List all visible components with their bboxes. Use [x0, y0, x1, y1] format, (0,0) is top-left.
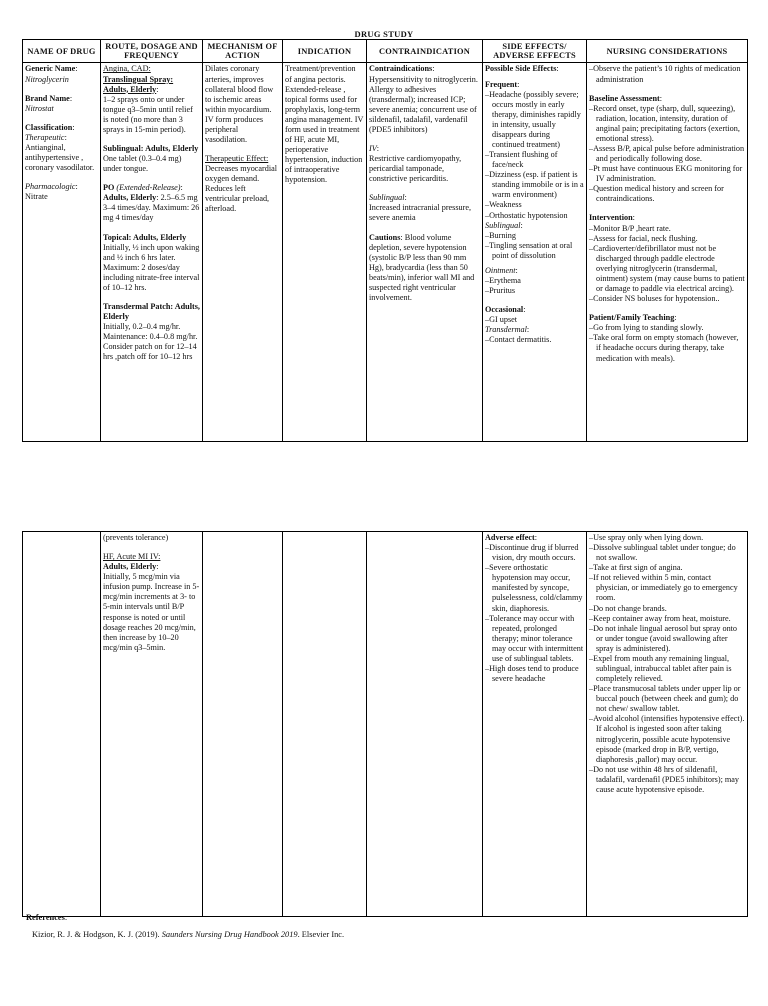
drug-study-table-continued [22, 531, 748, 917]
list-item: – Tolerance may occur with repeated, prolonged therapy; minor tolerance may occur with intermittent use of sublingual tablets. [485, 614, 584, 664]
list-item: – Place transmucosal tablets under upper lip or buccal pouch (between cheek and gum); do not chew/ swallow tablet. [589, 684, 745, 714]
side-effects-cell-cont: Adverse effect: – Discontinue drug if blurred vision, dry mouth occurs. – Severe orthostatic hypotension may occur, manifested by syncope, pulselessness, cold/clammy skin, diaphoresis. – Tolerance may occur with repeated, prolonged therapy; minor tolerance may occur with intermittent use of sublingual tablets. – High doses tend to produce severe headache [483, 532, 587, 917]
list-item: – Avoid alcohol (intensifies hypotensive effect). If alcohol is ingested soon after taking nitroglycerin, possible acute hypotensive episode (marked drop in B/P, vertigo, diaphoresis ,pallor) may occur. [589, 714, 745, 764]
pharmacologic-class: Nitrate [25, 192, 48, 202]
indication-cell [283, 63, 367, 442]
list-item: – Orthostatic hypotension [485, 211, 584, 221]
teaching-list [589, 323, 745, 363]
indication-cell-cont [283, 532, 367, 917]
topical-title: Topical: Adults, Elderly [103, 232, 187, 242]
route-intro: Angina, CAD: [103, 64, 151, 74]
adverse-list [485, 543, 584, 684]
cautions-text: Blood volume depletion, severe hypotension (systolic B/P less than 90 mm Hg), bradycardia (less than 50 beats/min), inferior wall MI and suspected right ventricular involvement. [369, 232, 475, 303]
sublingual-dosage: One tablet (0.3–0.4 mg) under tongue. [103, 154, 182, 174]
sublingual-list [485, 231, 584, 261]
topical-dosage: Initially, ½ inch upon waking and ½ inch 6 hrs later. Maximum: 2 doses/day including nitrate-free interval of 10–12 hrs. [103, 242, 200, 292]
sublingual-contra-text: Increased intracranial pressure, severe anemia [369, 203, 472, 223]
list-item: – Question medical history and screen for contraindications. [589, 184, 745, 204]
list-item: – Pruritus [485, 286, 584, 296]
generic-label: Generic Name [25, 64, 76, 74]
references-label: References [26, 913, 65, 922]
list-item: – Record onset, type (sharp, dull, squeezing), radiation, location, intensity, duration of anginal pain; precipitating factors (exertion, emotional stress). [589, 104, 745, 144]
occasional-list [485, 315, 584, 325]
tolerance-note: (prevents tolerance) [103, 533, 169, 542]
route-cell: Angina, CAD: Translingual Spray: Adults, Elderly: 1–2 sprays onto or under tongue q3–5min until relief is noted (no more than 3 sprays in 15-min period). Sublingual: Adults, Elderly One tablet (0.3–0.4 mg) under tongue. PO (Extended-Release): Adults, Elderly: 2.5–6.5 mg 3–4 times/day. Maximum: 26 mg 4 times/day Topical: Adults, Elderly Initially, ½ inch upon waking and ½ inch 6 hrs later. Maximum: 2 doses/day including nitrate-free interval of 10–12 hrs. Transdermal Patch: Adults, Elderly Initially, 0.2–0.4 mg/hr. Maintenance: 0.4–0.8 mg/hr. Consider patch on for 12–14 hrs ,patch off for 10–12 hrs [101, 63, 203, 442]
adverse-effect-label: Adverse effect [485, 533, 535, 542]
iv-adults-label: Adults, Elderly [103, 562, 157, 572]
po-dosage: 2.5–6.5 mg 3–4 times/day. Maximum: 26 mg 4 times/day [103, 193, 200, 223]
list-item: – Do not change brands. [589, 604, 745, 614]
list-item: – Dizziness (esp. if patient is standing immobile or is in a warm environment) [485, 170, 584, 200]
drug-study-table [22, 39, 748, 442]
list-item: – Severe orthostatic hypotension may occur, manifested by syncope, pulselessness, cold/clammy skin, diaphoresis. [485, 563, 584, 613]
brand-label: Brand Name [25, 93, 70, 103]
header-nursing: NURSING CONSIDERATIONS [587, 40, 748, 63]
header-name: NAME OF DRUG [23, 40, 101, 63]
header-row [23, 40, 748, 63]
patch-title: Transdermal Patch: Adults, Elderly [103, 302, 200, 322]
list-item: – Use spray only when lying down. [589, 533, 745, 543]
list-item: – Observe the patient’s 10 rights of medication administration [589, 64, 745, 84]
list-item: – Headache (possibly severe; occurs mostly in early therapy, diminishes rapidly in intensity, usually disappears during continued treatment) [485, 90, 584, 150]
rights-list [589, 64, 745, 84]
reference-publisher: . Elsevier Inc. [297, 930, 345, 940]
list-item: – Take at first sign of angina. [589, 563, 745, 573]
iv-route-title: HF, Acute MI IV: [103, 552, 161, 562]
occasional-label: Occasional [485, 305, 524, 315]
frequent-label: Frequent [485, 79, 518, 89]
po-adults-label: Adults, Elderly [103, 193, 157, 203]
header-side-effects: SIDE EFFECTS/ ADVERSE EFFECTS [483, 40, 587, 63]
list-item: – Take oral form on empty stomach (however, if headache occurs during therapy, take medication with meals). [589, 333, 745, 363]
teaching-label: Patient/Family Teaching [589, 313, 675, 323]
list-item: – High doses tend to produce severe headache [485, 664, 584, 684]
list-item: – Erythema [485, 276, 584, 286]
header-route: ROUTE, DOSAGE AND FREQUENCY [101, 40, 203, 63]
header-indication: INDICATION [283, 40, 367, 63]
possible-side-effects-label: Possible Side Effects [485, 64, 557, 74]
contraindications-label: Contraindications [369, 64, 433, 74]
list-item: – Burning [485, 231, 584, 241]
pharmacologic-label: Pharmacologic [25, 182, 76, 192]
translingual-dosage: 1–2 sprays onto or under tongue q3–5min until relief is noted (no more than 3 sprays in 15-min period). [103, 94, 193, 134]
mechanism-cell [203, 63, 283, 442]
list-item: – Dissolve sublingual tablet under tongue; do not swallow. [589, 543, 745, 563]
list-item: – Cardioverter/defibrillator must not be discharged through paddle electrode overlying nitroglycerin (transdermal, ointment) system (may cause burns to patient or damage to paddle via electrical arcing). [589, 244, 745, 294]
therapeutic-effect-text: Decreases myocardial oxygen demand. Reduces left ventricular preload, afterload. [205, 164, 278, 214]
adults-elderly-label: Adults, Elderly [103, 84, 157, 94]
references-section: References: Kizior, R. J. & Hodgson, K. J. (2019). Saunders Nursing Drug Handbook 2019. Elsevier Inc. [26, 913, 345, 940]
iv-contra-text: Restrictive cardiomyopathy, pericardial tamponade, constrictive pericarditis. [369, 154, 462, 184]
list-item: – If not relieved within 5 min, contact physician, or immediately go to emergency room. [589, 573, 745, 603]
therapeutic-label: Therapeutic [25, 132, 65, 142]
list-item: – Discontinue drug if blurred vision, dry mouth occurs. [485, 543, 584, 563]
list-item: – Transient flushing of face/neck [485, 150, 584, 170]
list-item: – Assess B/P, apical pulse before administration and periodically following dose. [589, 144, 745, 164]
list-item: – Weakness [485, 200, 584, 210]
reference-citation [26, 930, 344, 940]
drug-name-cell: Generic Name: Nitroglycerin Brand Name: Nitrostat Classification: Therapeutic: Antianginal, antihypertensive , coronary vasodilator. Pharmacologic: Nitrate [23, 63, 101, 442]
list-item: – Monitor B/P ,heart rate. [589, 224, 745, 234]
sublingual-contra-label: Sublingual [369, 193, 405, 203]
list-item: – Go from lying to standing slowly. [589, 323, 745, 333]
document-title: DRUG STUDY [354, 29, 414, 39]
teaching-cont-list [589, 533, 745, 795]
classification-label: Classification [25, 122, 73, 132]
list-item: – Do not inhale lingual aerosol but spray onto or under tongue (avoid swallowing after spray is administered). [589, 624, 745, 654]
reference-book: Saunders Nursing Drug Handbook 2019 [161, 930, 298, 940]
frequent-list [485, 90, 584, 221]
baseline-list [589, 104, 745, 205]
intervention-list [589, 224, 745, 305]
generic-name: Nitroglycerin [25, 74, 69, 84]
nursing-cell: – Observe the patient’s 10 rights of medication administration Baseline Assessment: – Record onset, type (sharp, dull, squeezing), radiation, location, intensity, duration of anginal pain; precipitating factors (exertion, emotional stress). – Assess B/P, apical pulse before administration and periodically following dose. – Pt must have continuous EKG monitoring for IV administration. – Question medical history and screen for contraindications. Intervention: – Monitor B/P ,heart rate. – Assess for facial, neck flushing. – Cardioverter/defibrillator must not be discharged through paddle electrode overlying nitroglycerin (transdermal, ointment) system (may cause burns to patient or damage to paddle via electrical arcing). – Consider NS boluses for hypotension.. Patient/Family Teaching: – Go from lying to standing slowly. – Take oral form on empty stomach (however, if headache occurs during therapy, take medication with meals). [587, 63, 748, 442]
se-sublingual-label: Sublingual [485, 220, 521, 230]
iv-dosage: Initially, 5 mcg/min via infusion pump. Increase in 5-mcg/min increments at 3- to 5-min intervals until B/P response is noted or until dosage reaches 20 mcg/min, then increase by 10–20 mcg/min q3–5min. [103, 572, 200, 652]
table-row [23, 63, 748, 442]
transdermal-list [485, 335, 584, 345]
brand-name: Nitrostat [25, 103, 54, 113]
header-contraindication: CONTRAINDICATION [367, 40, 483, 63]
translingual-title: Translingual Spray: [103, 74, 174, 84]
list-item: – Tingling sensation at oral point of dissolution [485, 241, 584, 261]
intervention-label: Intervention [589, 213, 633, 223]
iv-label: IV [369, 144, 377, 154]
reference-authors: Kizior, R. J. & Hodgson, K. J. (2019). [32, 930, 160, 940]
list-item: – Consider NS boluses for hypotension.. [589, 294, 745, 304]
contraindications-text: Hypersensitivity to nitroglycerin. Allergy to adhesives (transdermal); increased ICP; severe anemia; concurrent use of sildenafil, tadalafil, vardenafil (PDE5 inhibitors) [369, 74, 478, 134]
side-effects-cell: Possible Side Effects: Frequent: – Headache (possibly severe; occurs mostly in early therapy, diminishes rapidly in intensity, usually disappears during continued treatment) – Transient flushing of face/neck – Dizziness (esp. if patient is standing immobile or is in a warm environment) – Weakness – Orthostatic hypotension Sublingual: – Burning – Tingling sensation at oral point of dissolution Ointment: – Erythema – Pruritus Occasional: – GI upset Transdermal: – Contact dermatitis. [483, 63, 587, 442]
list-item: – Keep container away from heat, moisture. [589, 614, 745, 624]
header-mechanism: MECHANISM OF ACTION [203, 40, 283, 63]
list-item: – Pt must have continuous EKG monitoring for IV administration. [589, 164, 745, 184]
list-item: – Contact dermatitis. [485, 335, 584, 345]
baseline-label: Baseline Assessment [589, 93, 660, 103]
table-row [23, 532, 748, 917]
indication-text: Treatment/prevention of angina pectoris. Extended-release , topical forms used for prophylaxis, long-term angina management. IV form used in treatment of HF, acute MI, perioperative hypertension, induction of intraoperative hypotension. [285, 64, 364, 185]
mechanism-text: Dilates coronary arteries, improves collateral blood flow to ischemic areas within myocardium. IV form produces peripheral vasodilation. [205, 64, 274, 145]
route-cell-cont: (prevents tolerance) HF, Acute MI IV: Adults, Elderly: Initially, 5 mcg/min via infusion pump. Increase in 5-mcg/min increments at 3- to 5-min intervals until B/P response is noted or until dosage reaches 20 mcg/min, then increase by 10–20 mcg/min q3–5min. [101, 532, 203, 917]
contraindication-cell: Contraindications: Hypersensitivity to nitroglycerin. Allergy to adhesives (transdermal); increased ICP; severe anemia; concurrent use of sildenafil, tadalafil, vardenafil (PDE5 inhibitors) IV: Restrictive cardiomyopathy, pericardial tamponade, constrictive pericarditis. Sublingual: Increased intracranial pressure, severe anemia Cautions: Blood volume depletion, severe hypotension (systolic B/P less than 90 mm Hg), bradycardia (less than 50 beats/min), inferior wall MI and suspected right ventricular involvement. [367, 63, 483, 442]
sublingual-title: Sublingual: Adults, Elderly [103, 144, 199, 154]
contraindication-cell-cont [367, 532, 483, 917]
list-item: – Assess for facial, neck flushing. [589, 234, 745, 244]
cautions-label: Cautions [369, 232, 401, 242]
list-item: – GI upset [485, 315, 584, 325]
therapeutic-class: Antianginal, antihypertensive , coronary vasodilator. [25, 142, 95, 173]
mechanism-cell-cont [203, 532, 283, 917]
list-item: – Expel from mouth any remaining lingual, sublingual, intrabuccal tablet after pain is completely relieved. [589, 654, 745, 684]
drug-name-cell-cont [23, 532, 101, 917]
po-label: PO [103, 183, 115, 193]
ointment-label: Ointment [485, 265, 516, 275]
patch-dosage: Initially, 0.2–0.4 mg/hr. Maintenance: 0.4–0.8 mg/hr. Consider patch on for 12–14 hrs ,patch off for 10–12 hrs [103, 322, 198, 362]
therapeutic-effect-label: Therapeutic Effect: [205, 154, 269, 164]
list-item: – Do not use within 48 hrs of sildenafil, tadalafil, vardenafil (PDE5 inhibitors); may cause acute hypotensive episode. [589, 765, 745, 795]
ointment-list [485, 276, 584, 296]
po-er-label: (Extended-Release) [116, 183, 181, 193]
transdermal-label: Transdermal [485, 325, 527, 335]
nursing-cell-cont [587, 532, 748, 917]
